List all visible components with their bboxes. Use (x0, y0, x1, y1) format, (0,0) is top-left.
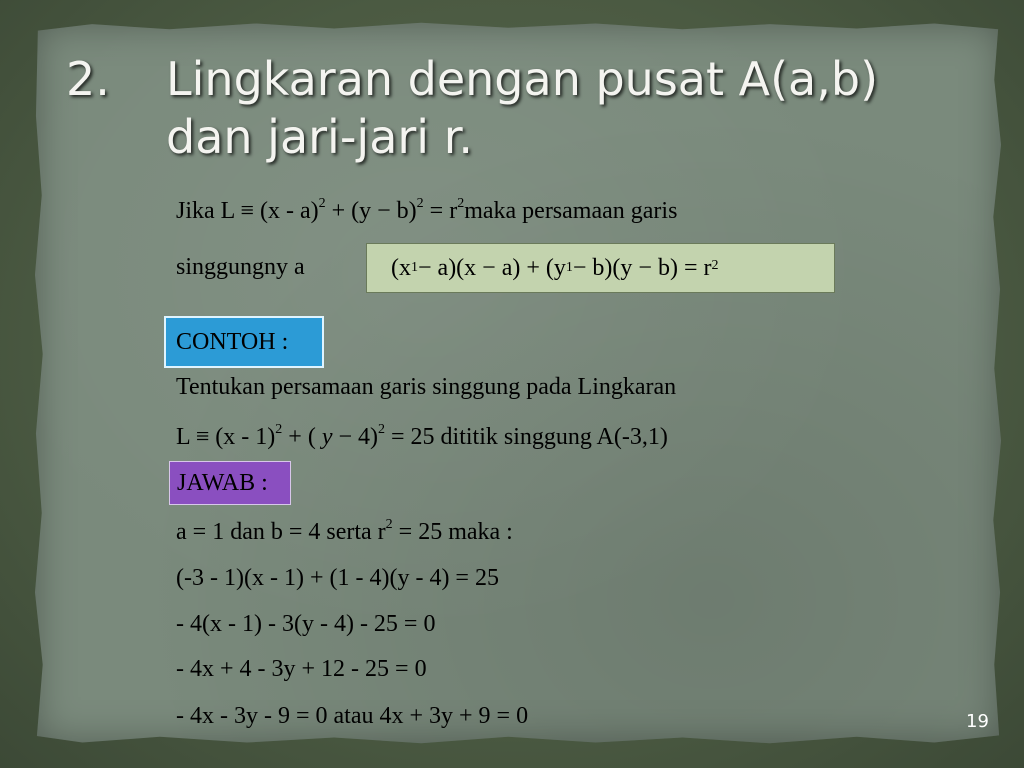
intro-exp-3: 2 (457, 196, 465, 211)
intro-prefix: Jika L ≡ (x - a) (176, 198, 319, 224)
question-line: Tentukan persamaan garis singgung pada Lingkaran (176, 374, 677, 400)
tf-part-1: (x (391, 254, 411, 281)
title-number: 2. (66, 52, 110, 106)
ce-exp-2: 2 (378, 422, 385, 437)
ce-exp-1: 2 (275, 422, 283, 437)
intro-suffix: maka persamaan garis (464, 198, 678, 224)
intro-eq: = r (423, 198, 458, 224)
step-4: - 4x + 4 - 3y + 12 - 25 = 0 (176, 656, 427, 682)
title-text: Lingkaran dengan pusat A(a,b) dan jari-jari r. (166, 52, 879, 164)
intro-exp-2: 2 (416, 196, 424, 211)
step-3: - 4(x - 1) - 3(y - 4) - 25 = 0 (176, 611, 436, 637)
contoh-label-box: CONTOH : (164, 316, 324, 368)
ce-y: y (321, 424, 333, 450)
tf-sub-2: 1 (565, 260, 573, 275)
intro-exp-1: 2 (318, 196, 326, 211)
ce-part-1: L ≡ (x - 1) (176, 424, 276, 450)
intro-mid: + (y − b) (325, 198, 417, 224)
step-1-exp: 2 (385, 517, 393, 532)
step-5: - 4x - 3y - 9 = 0 atau 4x + 3y + 9 = 0 (176, 703, 529, 729)
step-1 (176, 519, 513, 546)
ce-part-2: + ( (282, 424, 322, 450)
step-1-post: = 25 maka : (392, 519, 513, 545)
step-2: (-3 - 1)(x - 1) + (1 - 4)(y - 4) = 25 (176, 565, 499, 591)
tf-sub-1: 1 (411, 260, 418, 275)
step-1-pre: a = 1 dan b = 4 serta r (176, 519, 386, 545)
ce-part-4: = 25 dititik singgung A(-3,1) (385, 424, 668, 450)
tangent-formula-box (366, 243, 835, 293)
circle-equation-line (176, 424, 668, 451)
intro-line-1 (176, 198, 677, 225)
jawab-label-box: JAWAB : (169, 461, 291, 505)
tf-part-3: − b)(y − b) = r (572, 254, 712, 281)
page-number: 19 (966, 711, 989, 732)
ce-part-3: − 4) (332, 424, 378, 450)
tf-exp: 2 (711, 258, 719, 273)
intro-line-2-label: singgungny a (176, 254, 305, 280)
tf-part-2: − a)(x − a) + (y (418, 254, 566, 281)
